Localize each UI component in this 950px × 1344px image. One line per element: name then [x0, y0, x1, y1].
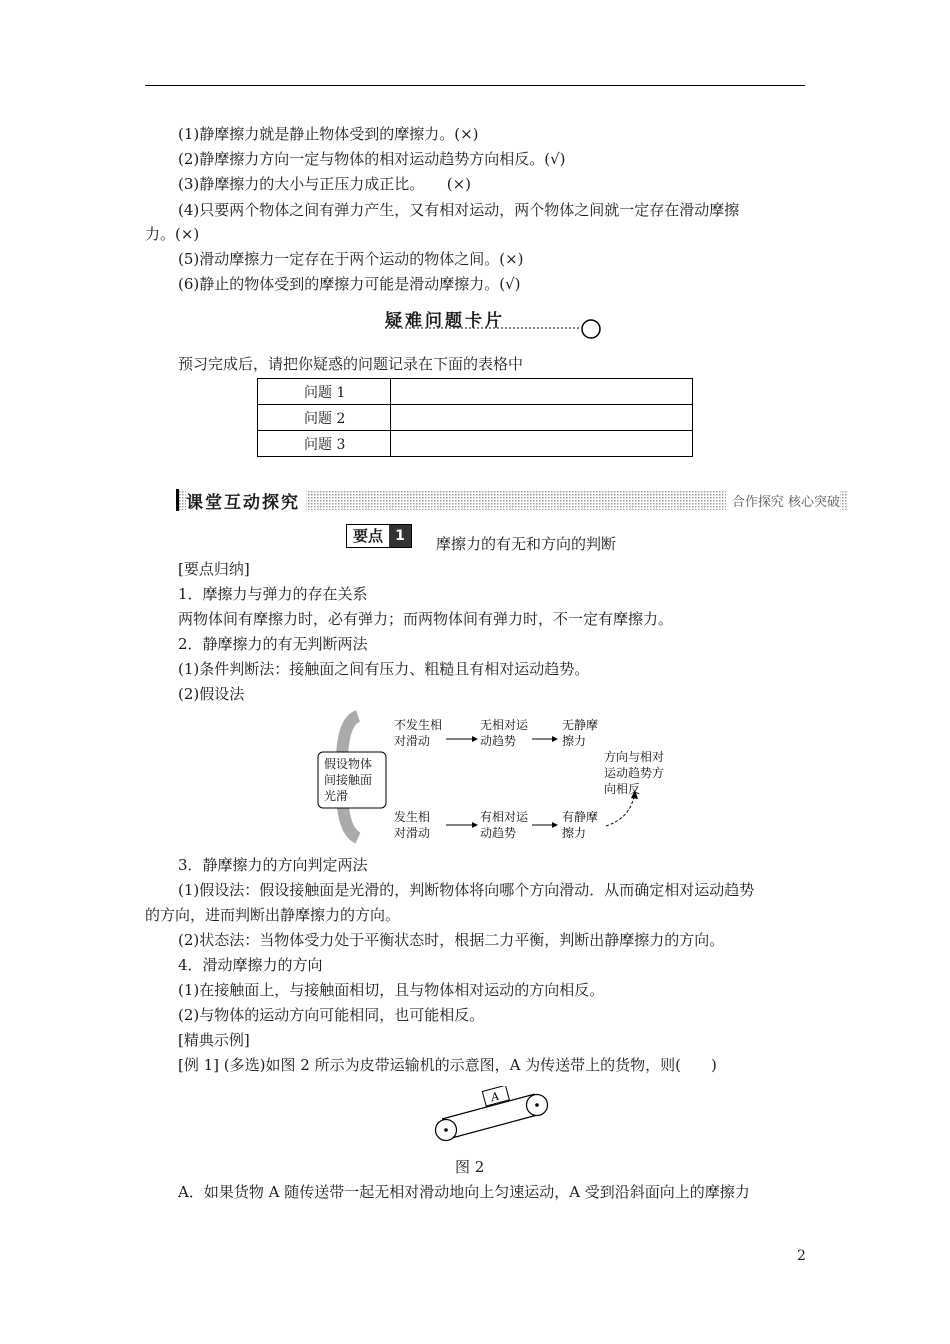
option-a: A．如果货物 A 随传送带一起无相对滑动地向上匀速运动，A 受到沿斜面向上的摩擦力: [178, 1183, 750, 1201]
table-row: [258, 379, 693, 405]
question-cell[interactable]: [391, 379, 693, 405]
judgement-2: (2)静摩擦力方向一定与物体的相对运动趋势方向相反。(√): [178, 150, 566, 168]
p1-text: 两物体间有摩擦力时，必有弹力；而两物体间有弹力时，不一定有摩擦力。: [178, 610, 674, 628]
question-cell[interactable]: [391, 405, 693, 431]
flow-top-1b: 对滑动: [394, 734, 431, 748]
flow-bottom-3a: 有静摩: [562, 810, 599, 824]
p3-b: (2)状态法：当物体受力处于平衡状态时，根据二力平衡，判断出静摩擦力的方向。: [178, 931, 725, 949]
flow-start-1: 假设物体: [324, 757, 373, 771]
judgement-3: (3)静摩擦力的大小与正压力成正比。 (×): [178, 175, 472, 193]
flow-bottom-2a: 有相对运: [480, 810, 529, 824]
key-point-badge: [346, 524, 412, 548]
p2-title: 2．静摩擦力的有无判断两法: [178, 635, 368, 653]
p3-a2: 的方向，进而判断出静摩擦力的方向。: [145, 906, 401, 924]
flow-start-2: 间接触面: [324, 773, 373, 787]
table-row: [258, 431, 693, 457]
card-title-decoration: [385, 318, 605, 342]
flow-top-1a: 不发生相: [394, 718, 443, 732]
key-point-number: 1: [389, 525, 411, 547]
p3-a1: (1)假设法：假设接触面是光滑的，判断物体将向哪个方向滑动．从而确定相对运动趋势: [178, 881, 755, 899]
flow-top-2b: 动趋势: [480, 734, 517, 748]
p4-title: 4．滑动摩擦力的方向: [178, 956, 323, 974]
p2-b: (2)假设法: [178, 685, 245, 703]
p3-title: 3．静摩擦力的方向判定两法: [178, 856, 368, 874]
question-cell[interactable]: [391, 431, 693, 457]
section-banner: [176, 488, 848, 512]
flow-bottom-3b: 擦力: [562, 826, 587, 840]
question-label: 问题 2: [258, 405, 391, 431]
table-row: [258, 405, 693, 431]
card-title: 疑难问题卡片: [385, 311, 505, 331]
flow-top-3a: 无静摩: [562, 718, 599, 732]
section-title: 课堂互动探究: [186, 488, 306, 513]
figure-caption: 图 2: [455, 1158, 485, 1176]
judgement-1: (1)静摩擦力就是静止物体受到的摩擦力。(×): [178, 125, 479, 143]
judgement-4: (4)只要两个物体之间有弹力产生，又有相对运动，两个物体之间就一定存在滑动摩擦: [178, 201, 740, 219]
judgement-4-cont: 力。(×): [145, 225, 200, 243]
flow-top-3b: 擦力: [562, 734, 587, 748]
example-head: [精典示例]: [178, 1031, 250, 1049]
judgement-5: (5)滑动摩擦力一定存在于两个运动的物体之间。(×): [178, 250, 524, 268]
cargo-label: A: [489, 1089, 501, 1105]
cargo-box: [482, 1086, 509, 1106]
flow-bottom-2b: 动趋势: [480, 826, 517, 840]
card-intro: 预习完成后，请把你疑惑的问题记录在下面的表格中: [178, 355, 524, 373]
page-number: 2: [797, 1248, 806, 1264]
question-table: [257, 378, 693, 457]
judgement-6: (6)静止的物体受到的摩擦力可能是滑动摩擦力。(√): [178, 275, 521, 293]
header-rule: [145, 85, 805, 86]
p2-a: (1)条件判断法：接触面之间有压力、粗糙且有相对运动趋势。: [178, 660, 590, 678]
assumption-flowchart: [300, 708, 700, 848]
flow-result-1: 方向与相对: [604, 750, 665, 764]
flow-start-3: 光滑: [324, 789, 349, 803]
conveyor-figure: [430, 1086, 560, 1146]
key-point-label: 要点: [353, 527, 384, 545]
flow-result-2: 运动趋势方: [604, 766, 665, 780]
question-label: 问题 1: [258, 379, 391, 405]
p4-b: (2)与物体的运动方向可能相同，也可能相反。: [178, 1006, 485, 1024]
flow-top-2a: 无相对运: [480, 718, 529, 732]
summary-head: [要点归纳]: [178, 560, 250, 578]
p1-title: 1．摩擦力与弹力的存在关系: [178, 585, 368, 603]
question-label: 问题 3: [258, 431, 391, 457]
p4-a: (1)在接触面上，与接触面相切，且与物体相对运动的方向相反。: [178, 981, 605, 999]
section-subtitle: 合作探究 核心突破: [726, 491, 840, 510]
flow-bottom-1a: 发生相: [394, 810, 431, 824]
key-point-title: 摩擦力的有无和方向的判断: [436, 535, 617, 553]
example-text: [例 1] (多选)如图 2 所示为皮带运输机的示意图，A 为传送带上的货物，则( ): [178, 1056, 717, 1074]
flow-result-3: 向相反: [604, 782, 641, 796]
flow-bottom-1b: 对滑动: [394, 826, 431, 840]
